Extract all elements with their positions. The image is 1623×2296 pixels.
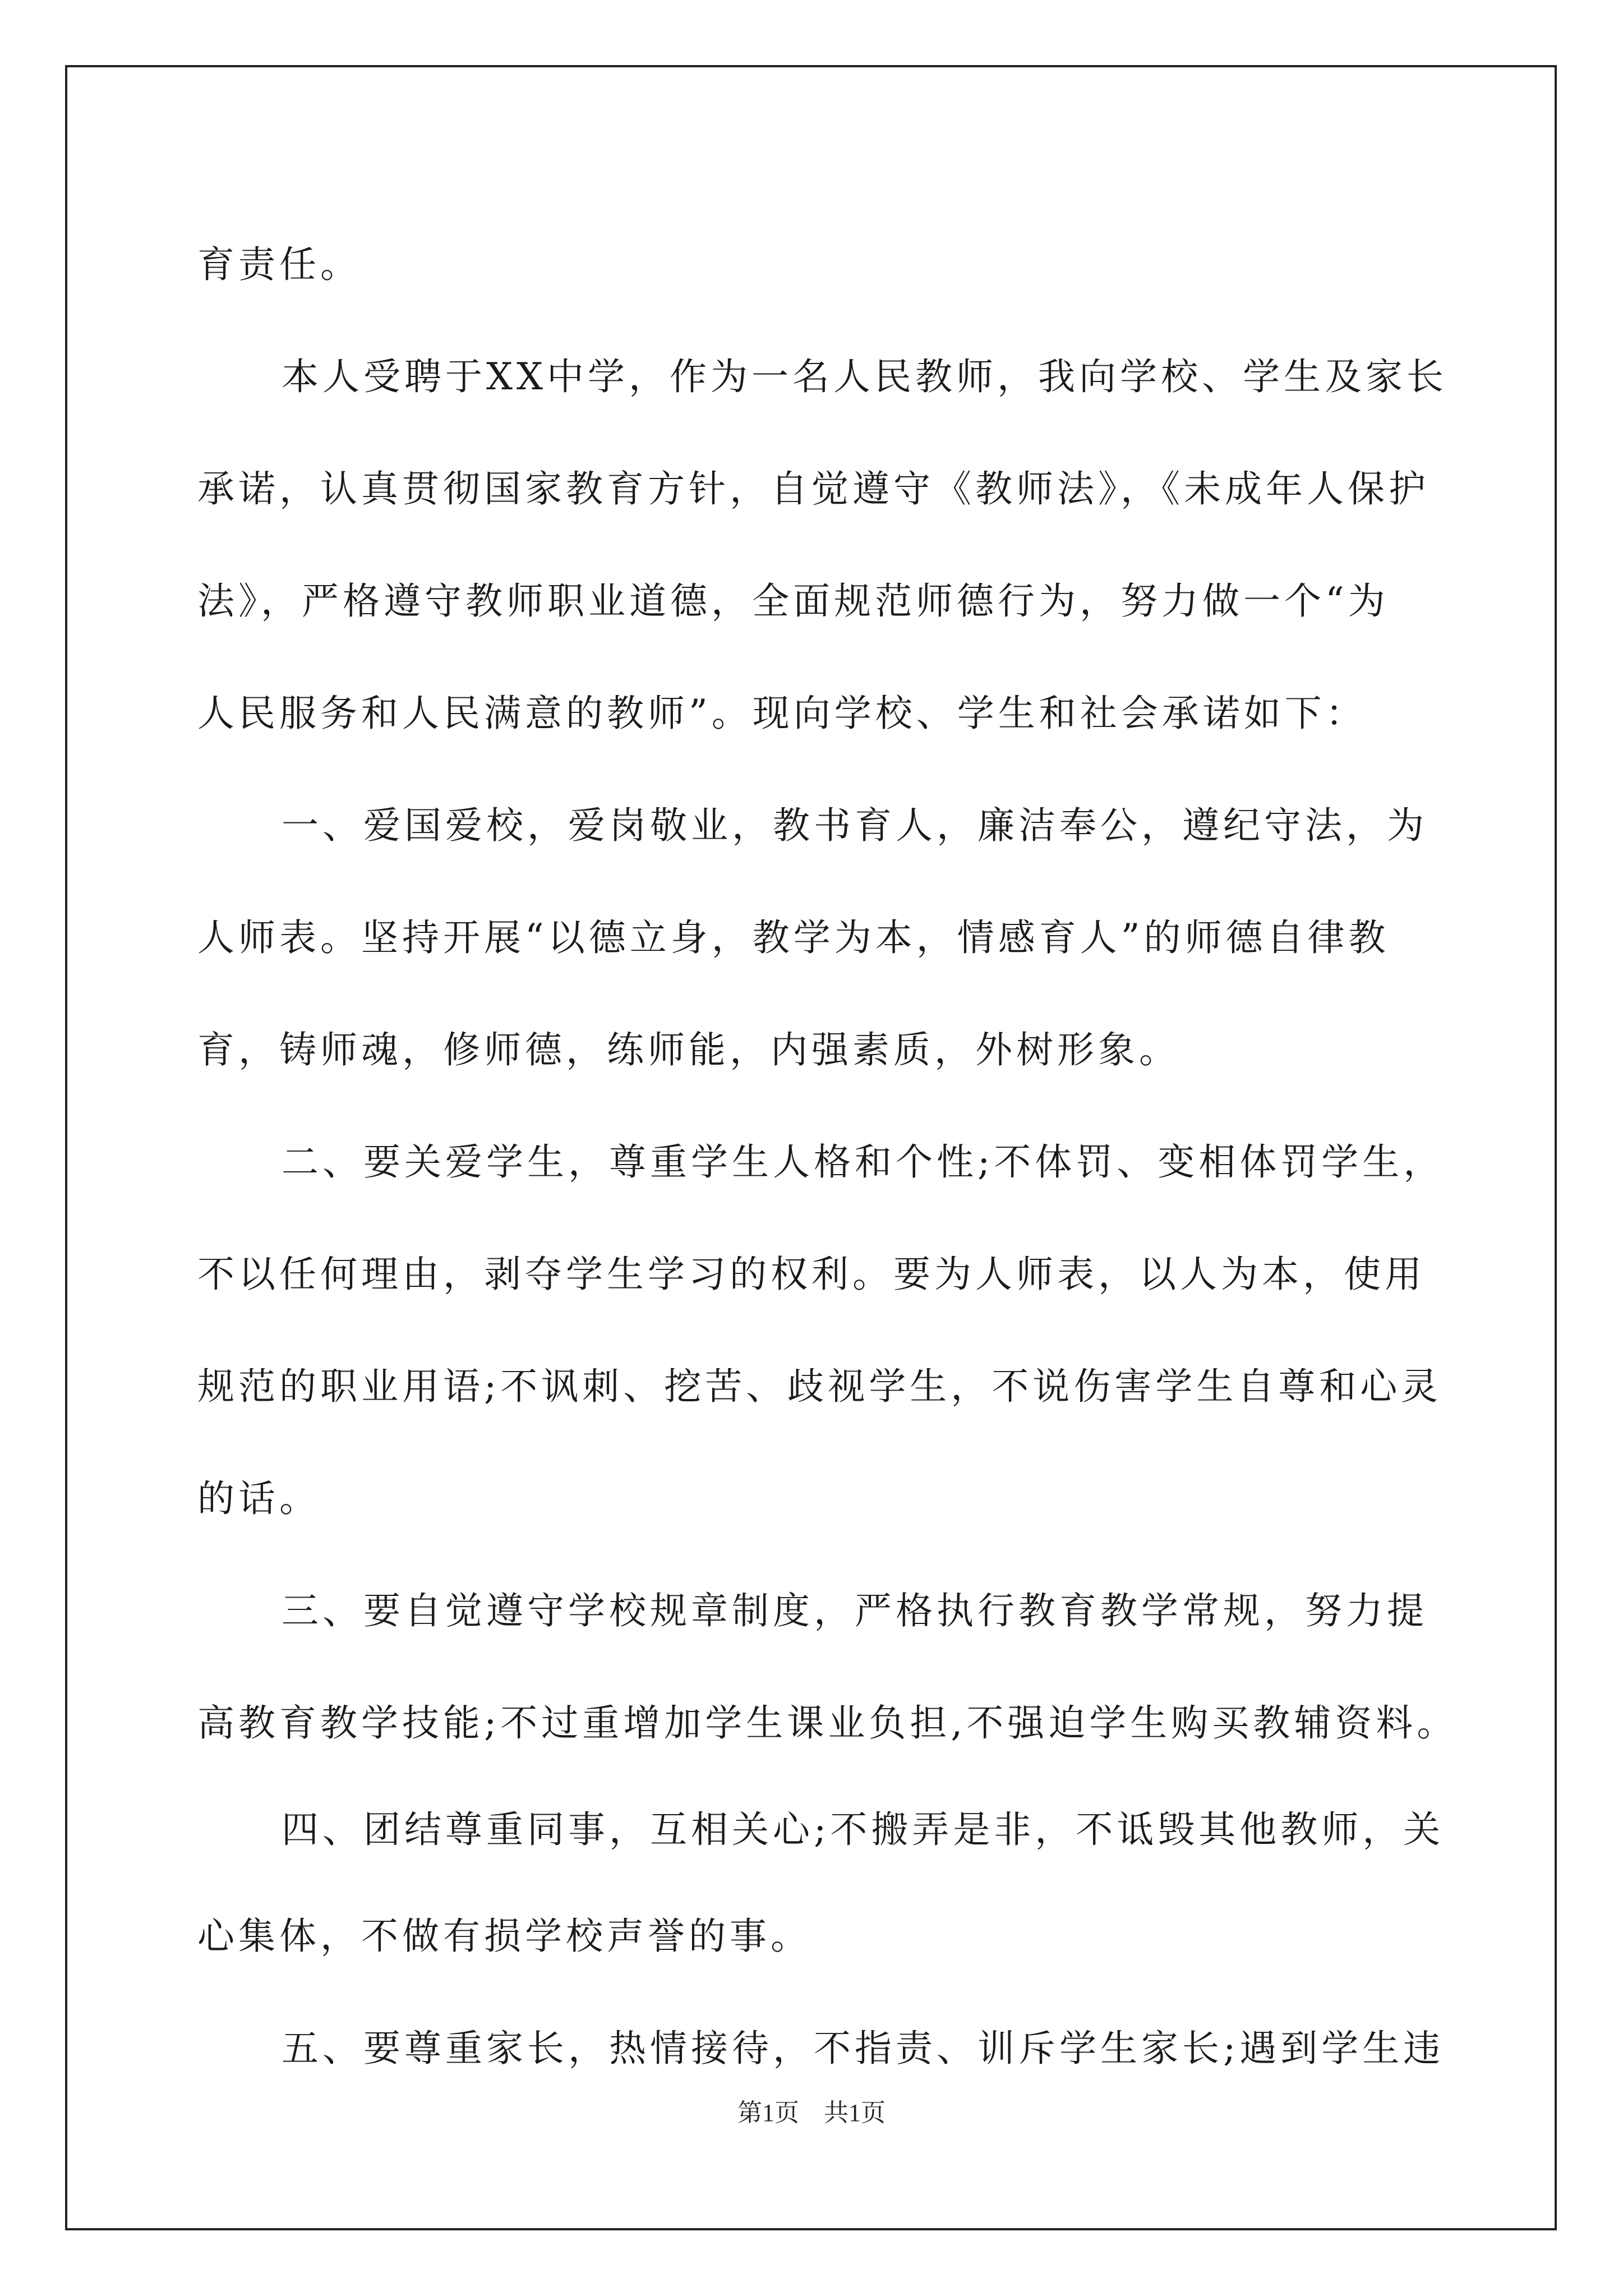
text-line: 二、要关爱学生，尊重学生人格和个性;不体罚、变相体罚学生， (282, 1140, 1445, 1184)
text-line: 人师表。坚持开展“以德立身，教学为本，情感育人”的师德自律教 (197, 916, 1390, 959)
text-line: 人民服务和人民满意的教师”。现向学校、学生和社会承诺如下： (197, 692, 1367, 735)
text-line: 心集体，不做有损学校声誉的事。 (197, 1915, 811, 1958)
text-line: 一、爱国爱校，爱岗敬业，教书育人，廉洁奉公，遵纪守法，为 (282, 804, 1428, 847)
text-line: 五、要尊重家长，热情接待，不指责、训斥学生家长;遇到学生违 (282, 2027, 1445, 2070)
text-line: 法》，严格遵守教师职业道德，全面规范师德行为，努力做一个“为 (197, 579, 1389, 623)
text-line: 三、要自觉遵守学校规章制度，严格执行教育教学常规，努力提 (282, 1589, 1428, 1632)
text-line: 不以任何理由，剥夺学生学习的权利。要为人师表，以人为本，使用 (197, 1253, 1426, 1296)
text-line: 四、团结尊重同事，互相关心;不搬弄是非，不诋毁其他教师，关 (282, 1808, 1445, 1851)
text-line: 本人受聘于XX中学，作为一名人民教师，我向学校、学生及家长 (282, 355, 1447, 398)
text-line: 承诺，认真贯彻国家教育方针，自觉遵守《教师法》，《未成年人保护 (197, 467, 1430, 510)
text-line: 育，铸师魂，修师德，练师能，内强素质，外树形象。 (197, 1028, 1180, 1071)
text-line: 育责任。 (197, 243, 361, 286)
text-line: 规范的职业用语;不讽刺、挖苦、歧视学生，不说伤害学生自尊和心灵 (197, 1365, 1442, 1408)
page-footer: 第1页 共1页 (737, 2099, 886, 2127)
text-line: 的话。 (197, 1477, 320, 1520)
text-line: 高教育教学技能;不过重增加学生课业负担,不强迫学生购买教辅资料。 (197, 1701, 1458, 1745)
document-body (197, 209, 1458, 2105)
